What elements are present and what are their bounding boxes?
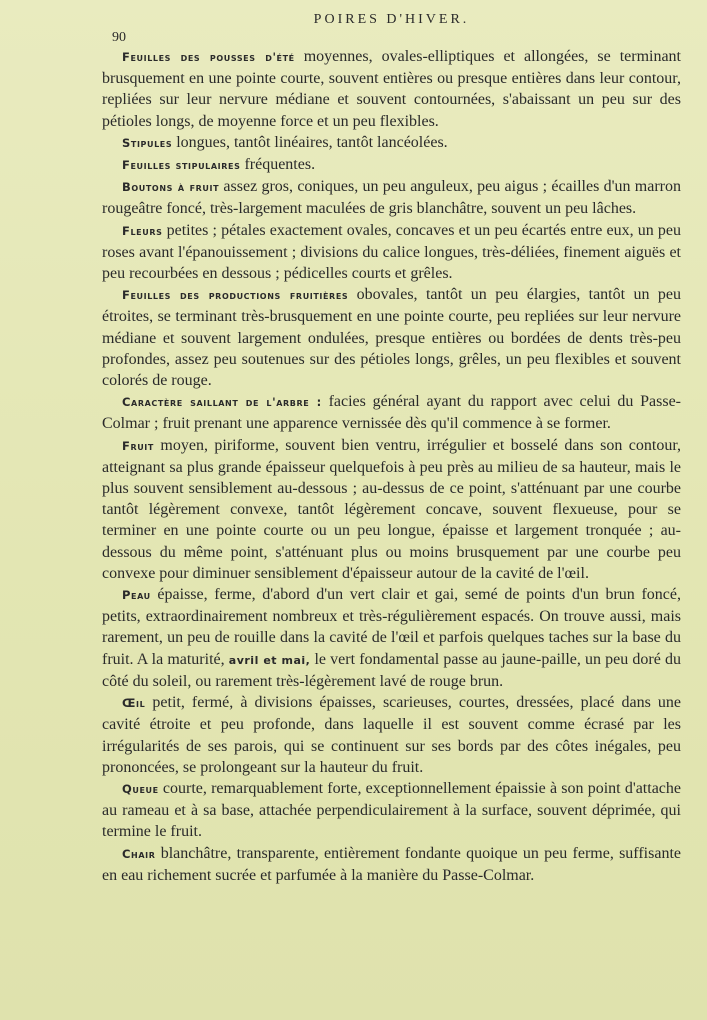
paragraph-text: moyen, piriforme, souvent bien ventru, irrégulier et bosselé dans son contour, atteignant sa plus grande épaisseur quelquefois à peu près au milieu de sa hauteur, mais le plus souvent sensiblement au-dessous ; au-dessus de ce point, s'atténuant par une courbe tantôt légèrement convexe, tantôt légèrement concave, souvent flexueuse, pour se terminer en une pointe courte ou un peu longue, épaisse et largement tronquée ; au-dessous du même point, s'atténuant plus ou moins brusquement par une courbe peu convexe pour diminuer sensiblement d'épaisseur autour de la cavité de l'œil.: [102, 436, 681, 582]
paragraph-text: facies général ayant du rapport avec celui du Passe-Colmar ; fruit prenant une apparence vernissée dès qu'il commence à se former.: [102, 393, 682, 433]
paragraph-peau: [102, 584, 681, 692]
paragraph-oeil: [102, 692, 681, 778]
paragraph-lead: Caractère saillant de l'arbre :: [122, 395, 322, 410]
paragraph-lead: Feuilles des pousses d'été: [122, 50, 295, 64]
page-number: 90: [112, 30, 126, 45]
paragraph-lead: Stipules: [122, 135, 173, 150]
paragraph-feuilles-productions: [102, 284, 681, 391]
paragraph-text: petites ; pétales exactement ovales, concaves et un peu écartés entre eux, un peu roses avant l'épanouissement ; divisions du calice longues, très-déliées, finement aiguës et peu recourbées en dessous ; pédicelles courts et grêles.: [102, 221, 681, 283]
paragraph-text-continued: le vert fondamental passe au jaune-paille, un peu doré du côté du soleil, ou rarement très-légèrement lavé de rouge brun.: [102, 650, 681, 690]
paragraph-lead: Fruit: [122, 438, 154, 453]
paragraph-chair: [102, 843, 681, 886]
paragraph-boutons-a-fruit: [102, 176, 681, 219]
paragraph-lead: Boutons à fruit: [122, 180, 220, 195]
paragraph-lead: Feuilles des productions fruitières: [122, 288, 349, 303]
maturity-season: avril et mai,: [228, 653, 311, 667]
paragraph-lead: Feuilles stipulaires: [122, 158, 241, 173]
paragraph-text: fréquentes.: [240, 156, 316, 174]
paragraph-text: moyennes, ovales-elliptiques et allongées, se terminant brusquement en une pointe courte, souvent entières ou presque entières dans leur contour, repliées sur leur nervure médiane et souvent contournées, s'abaissant un peu sur des pétioles longs, de moyenne force et un peu flexibles.: [102, 48, 681, 130]
running-title: POIRES D'HIVER.: [313, 12, 470, 27]
paragraph-lead: Queue: [122, 781, 159, 796]
paragraph-stipules: [102, 132, 681, 154]
paragraph-text: obovales, tantôt un peu élargies, tantôt un peu étroites, se terminant très-brusquement en une pointe courte, peu repliées sur leur nervure médiane et souvent largement ondulées, presque entières ou bordées de dents très-peu profondes, assez peu soutenues sur des pétioles longs, grêles, un peu flexibles et souvent colorés de rouge.: [102, 286, 681, 390]
paragraph-queue: [102, 778, 681, 843]
paragraph-lead: Chair: [122, 846, 156, 861]
paragraph-lead: Peau: [122, 588, 151, 603]
paragraph-text: épaisse, ferme, d'abord d'un vert clair et gai, semé de points d'un brun foncé, petits, extraordinairement nombreux et très-régulièrement espacés. On trouve aussi, mais rarement, un peu de rouille dans la cavité de l'œil et parfois quelques taches sur la base du fruit. A la maturité,: [102, 586, 681, 668]
paragraph-lead: Fleurs: [122, 223, 163, 238]
paragraph-feuilles-pousses: [102, 46, 681, 132]
paragraph-text: longues, tantôt linéaires, tantôt lancéolées.: [172, 133, 448, 151]
paragraph-caractere-saillant: [102, 391, 681, 434]
paragraph-fleurs: [102, 220, 681, 285]
paragraph-fruit: [102, 435, 681, 584]
paragraph-text: blanchâtre, transparente, entièrement fondante quoique un peu ferme, suffisante en eau richement sucrée et parfumée à la manière du Passe-Colmar.: [102, 844, 681, 884]
paragraph-text: petit, fermé, à divisions épaisses, scarieuses, courtes, dressées, placé dans une cavité étroite et peu profonde, dans laquelle il est souvent comme écrasé par les irrégularités de ses parois, qui se continuent sur ses bords par des côtes inégales, peu prononcées, se prolongeant sur la hauteur du fruit.: [102, 694, 681, 776]
page-body: [102, 46, 681, 886]
paragraph-text: courte, remarquablement forte, exceptionnellement épaissie à son point d'attache au rameau et à sa base, attachée perpendiculairement à la surface, souvent déprimée, qui termine le fruit.: [102, 779, 681, 841]
paragraph-text: assez gros, coniques, un peu anguleux, peu aigus ; écailles d'un marron rougeâtre foncé, très-largement maculées de gris blanchâtre, souvent un peu lâches.: [102, 178, 681, 218]
paragraph-lead: Œil: [122, 696, 146, 711]
paragraph-feuilles-stipulaires: [102, 154, 681, 176]
